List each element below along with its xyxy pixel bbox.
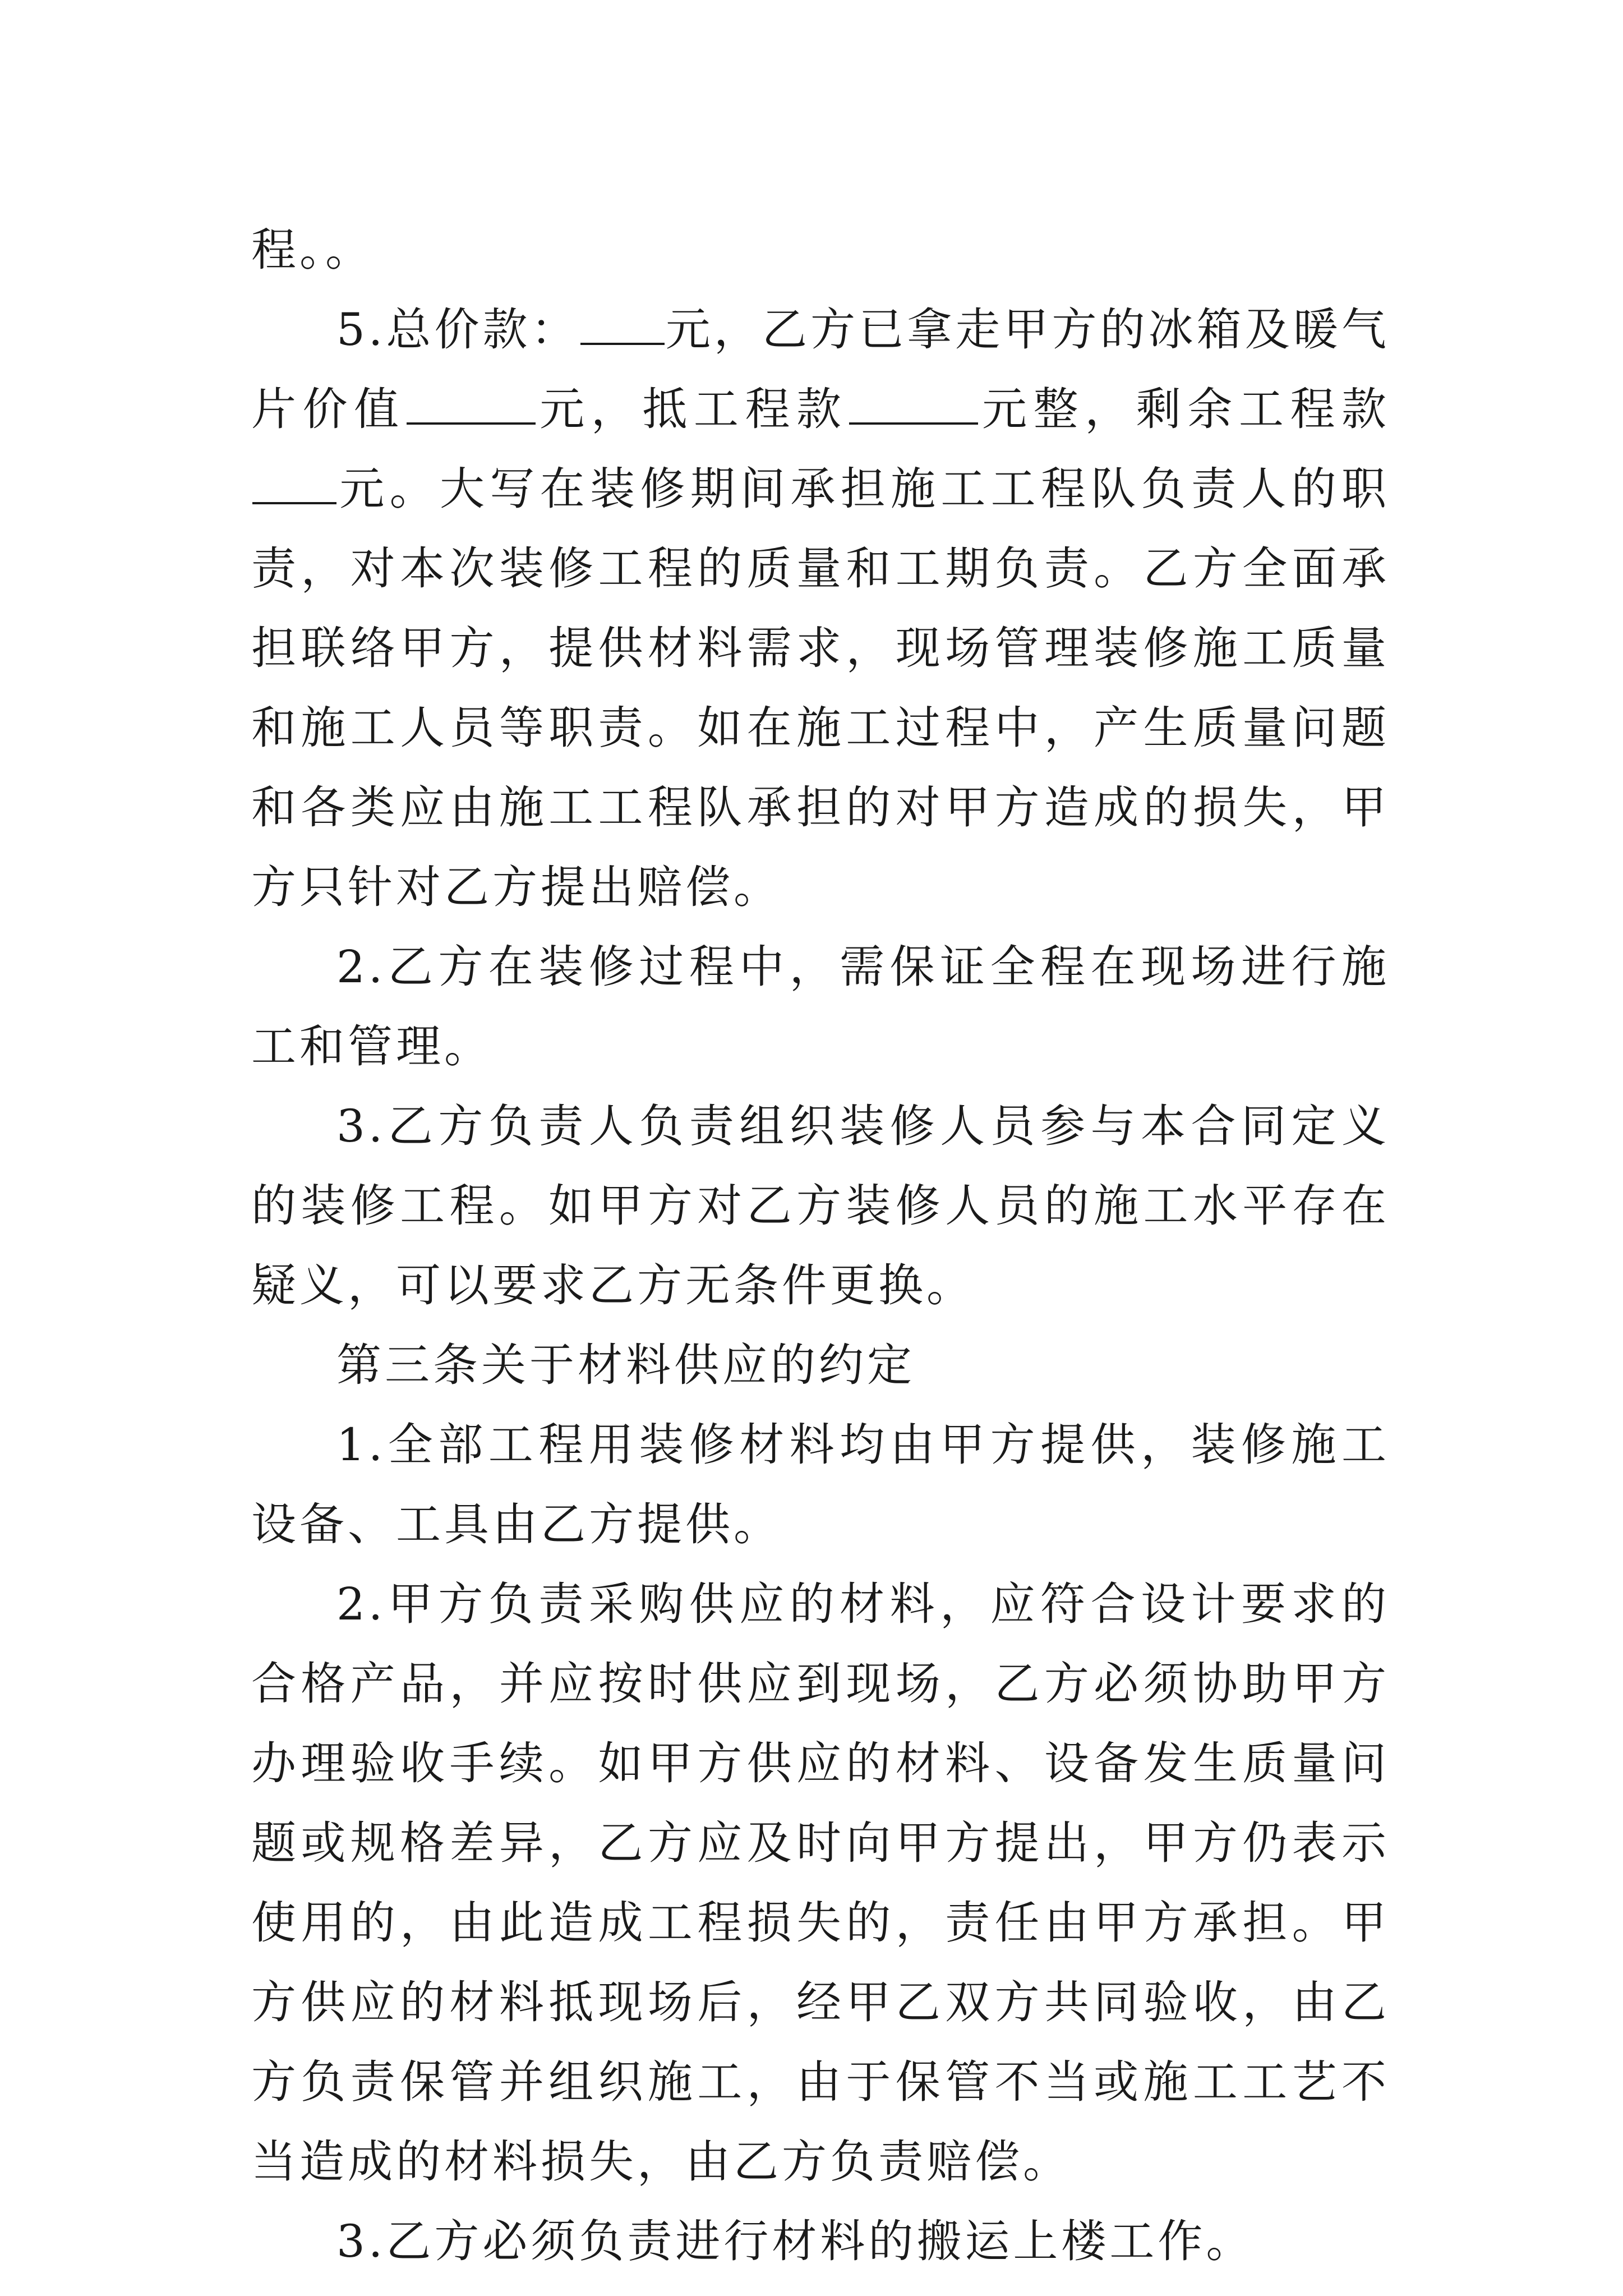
paragraph-2-price <box>251 290 1390 927</box>
remaining-amount-blank <box>252 467 336 504</box>
paragraph-8: 3.乙方必须负责进行材料的搬运上楼工作。 <box>336 2215 1255 2267</box>
paragraph-1: 程。。 <box>251 224 374 276</box>
appliance-value-blank <box>407 388 536 425</box>
paragraph-4: 3.乙方负责人负责组织装修人员参与本合同定义的装修工程。如甲方对乙方装修人员的施工水平存在疑义，可以要求乙方无条件更换。 <box>251 1100 1390 1312</box>
section-heading-article-3: 第三条关于材料供应的约定 <box>336 1339 915 1391</box>
total-price-blank <box>580 308 665 345</box>
price-label: 5.总价款： <box>336 303 579 356</box>
paragraph-7: 2.甲方负责采购供应的材料，应符合设计要求的合格产品，并应按时供应到现场，乙方必须协助甲方办理验收手续。如甲方供应的材料、设备发生质量问题或规格差异，乙方应及时向甲方提出，甲方仍表示使用的，由此造成工程损失的，责任由甲方承担。甲方供应的材料抵现场后，经甲乙双方共同验收，由乙方负责保管并组织施工，由于保管不当或施工工艺不当造成的材料损失，由乙方负责赔偿。 <box>251 1578 1390 2188</box>
price-text-1: 元，乙方已拿走甲方的冰箱及暖气片价值 <box>251 303 1390 435</box>
paragraph-6: 1.全部工程用装修材料均由甲方提供，装修施工设备、工具由乙方提供。 <box>251 1419 1390 1550</box>
document-body <box>251 210 1390 2281</box>
price-text-4: 元。大写在装修期间承担施工工程队负责人的职责，对本次装修工程的质量和工期负责。乙方全面承担联络甲方，提供材料需求，现场管理装修施工质量和施工人员等职责。如在施工过程中，产生质量问题和各类应由施工工程队承担的对甲方造成的损失，甲方只针对乙方提出赔偿。 <box>251 463 1390 913</box>
price-text-2: 元，抵工程款 <box>536 383 848 435</box>
offset-amount-blank <box>849 388 978 425</box>
price-text-3: 元整，剩余工程款 <box>979 383 1390 435</box>
paragraph-3: 2.乙方在装修过程中，需保证全程在现场进行施工和管理。 <box>251 941 1390 1073</box>
